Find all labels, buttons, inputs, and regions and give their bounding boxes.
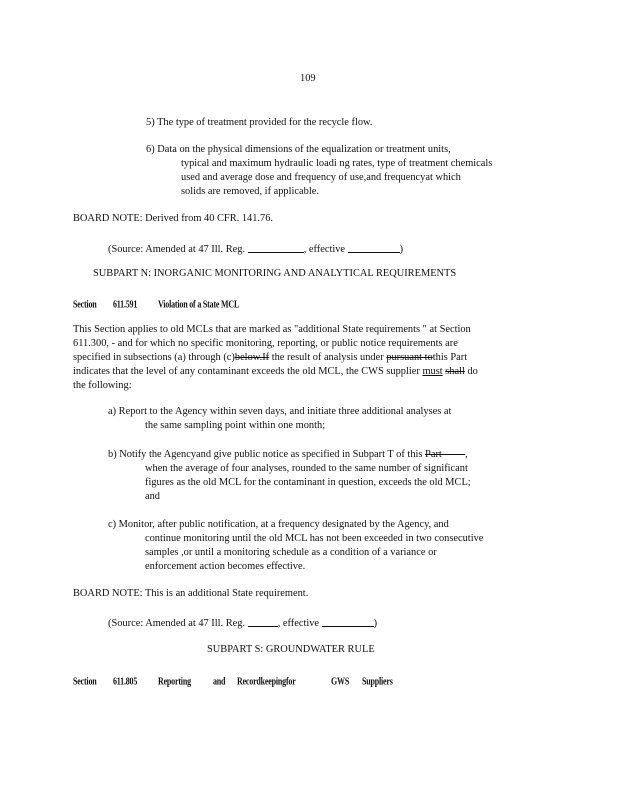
section-611-805-number: 611.805 [113, 675, 138, 687]
section-611-805-title-reporting: Reporting [158, 675, 191, 687]
paragraph-line-2: 611.300, - and for which no specific monitoring, reporting, or public notice requirements are [73, 338, 458, 349]
section-611-591-number: 611.591 [113, 298, 138, 310]
subsection-a-line-2: the same sampling point within one month; [145, 420, 326, 431]
source-2-mid: , effective [277, 618, 320, 629]
subsection-c-line-3: samples ,or until a monitoring schedule as a condition of a variance or [145, 547, 437, 558]
subsection-c-line-2: continue monitoring until the old MCL has not been exceeded in two consecutive [145, 533, 484, 544]
subsection-c-line-4: enforcement action becomes effective. [145, 561, 306, 572]
section-611-805-title-suppliers: Suppliers [362, 675, 393, 687]
deleted-text-pursuant-to: pursuant to [386, 352, 433, 363]
deleted-text-below-if: below.If [234, 352, 270, 363]
section-611-805-label: Section [73, 675, 97, 687]
section-611-591-title: Violation of a State MCL [158, 298, 240, 310]
item-5: 5) The type of treatment provided for the recycle flow. [146, 117, 373, 128]
subsection-b-line-3: figures as the old MCL for the contaminant in question, exceeds the old MCL; [145, 477, 471, 488]
paragraph-line-5: the following: [73, 380, 132, 391]
paragraph-line-3 [73, 351, 467, 365]
item-6-line-3: used and average dose and frequency of use,and frequencyat which [181, 172, 461, 183]
section-611-805-title-and: and [213, 675, 226, 687]
source-1-effective-blank [348, 241, 400, 253]
paragraph-line-3-text-c: this Part [432, 352, 468, 363]
source-2-suffix: ) [373, 618, 378, 629]
paragraph-line-1: This Section applies to old MCLs that are marked as "additional State requirements " at Section [73, 324, 471, 335]
section-611-805-title-recordkeeping: Recordkeepingfor [237, 675, 296, 687]
source-1-suffix: ) [399, 244, 404, 255]
deleted-text-shall: shall [445, 366, 465, 377]
subsection-c-line-1: c) Monitor, after public notification, at a frequency designated by the Agency, and [108, 519, 449, 530]
paragraph-line-4-text-b: do [464, 366, 478, 377]
page-number: 109 [300, 73, 316, 84]
item-6-line-4: solids are removed, if applicable. [181, 186, 319, 197]
paragraph-line-3-text-b: the result of analysis under [269, 352, 387, 363]
source-note-1 [108, 241, 403, 257]
section-611-591-label: Section [73, 298, 97, 310]
source-1-mid: , effective [303, 244, 346, 255]
source-2-reg-blank [248, 615, 278, 627]
subsection-b-line-1-text: b) Notify the Agencyand give public notice as specified in Subpart T of this [108, 449, 426, 460]
subpart-s-heading: SUBPART S: GROUNDWATER RULE [207, 644, 375, 655]
source-2-effective-blank [322, 615, 374, 627]
source-1-reg-blank [248, 241, 304, 253]
paragraph-line-3-text-a: specified in subsections (a) through (c) [73, 352, 235, 363]
paragraph-line-4-text-a: indicates that the level of any contaminant exceeds the old MCL, the CWS supplier [73, 366, 423, 377]
paragraph-line-4 [73, 365, 478, 379]
section-611-805-title-gws: GWS [331, 675, 350, 687]
item-6-line-1: 6) Data on the physical dimensions of the equalization or treatment units, [146, 144, 451, 155]
subsection-a-line-1: a) Report to the Agency within seven days, and initiate three additional analyses at [108, 406, 452, 417]
deleted-text-part: Part [425, 449, 466, 460]
item-6-line-2: typical and maximum hydraulic loadi ng rates, type of treatment chemicals [181, 158, 493, 169]
source-2-prefix: (Source: Amended at 47 Ill. Reg. [108, 618, 246, 629]
source-1-prefix: (Source: Amended at 47 Ill. Reg. [108, 244, 246, 255]
subsection-b-line-1 [108, 448, 468, 462]
subsection-b-line-4: and [145, 491, 161, 502]
subsection-b-line-1-comma: , [465, 449, 468, 460]
board-note-2: BOARD NOTE: This is an additional State requirement. [73, 588, 309, 599]
inserted-text-must: must [422, 366, 443, 377]
board-note-1: BOARD NOTE: Derived from 40 CFR. 141.76. [73, 213, 274, 224]
subpart-n-heading: SUBPART N: INORGANIC MONITORING AND ANALYTICAL REQUIREMENTS [93, 268, 457, 279]
source-note-2 [108, 615, 377, 631]
subsection-b-line-2: when the average of four analyses, rounded to the same number of significant [145, 463, 468, 474]
